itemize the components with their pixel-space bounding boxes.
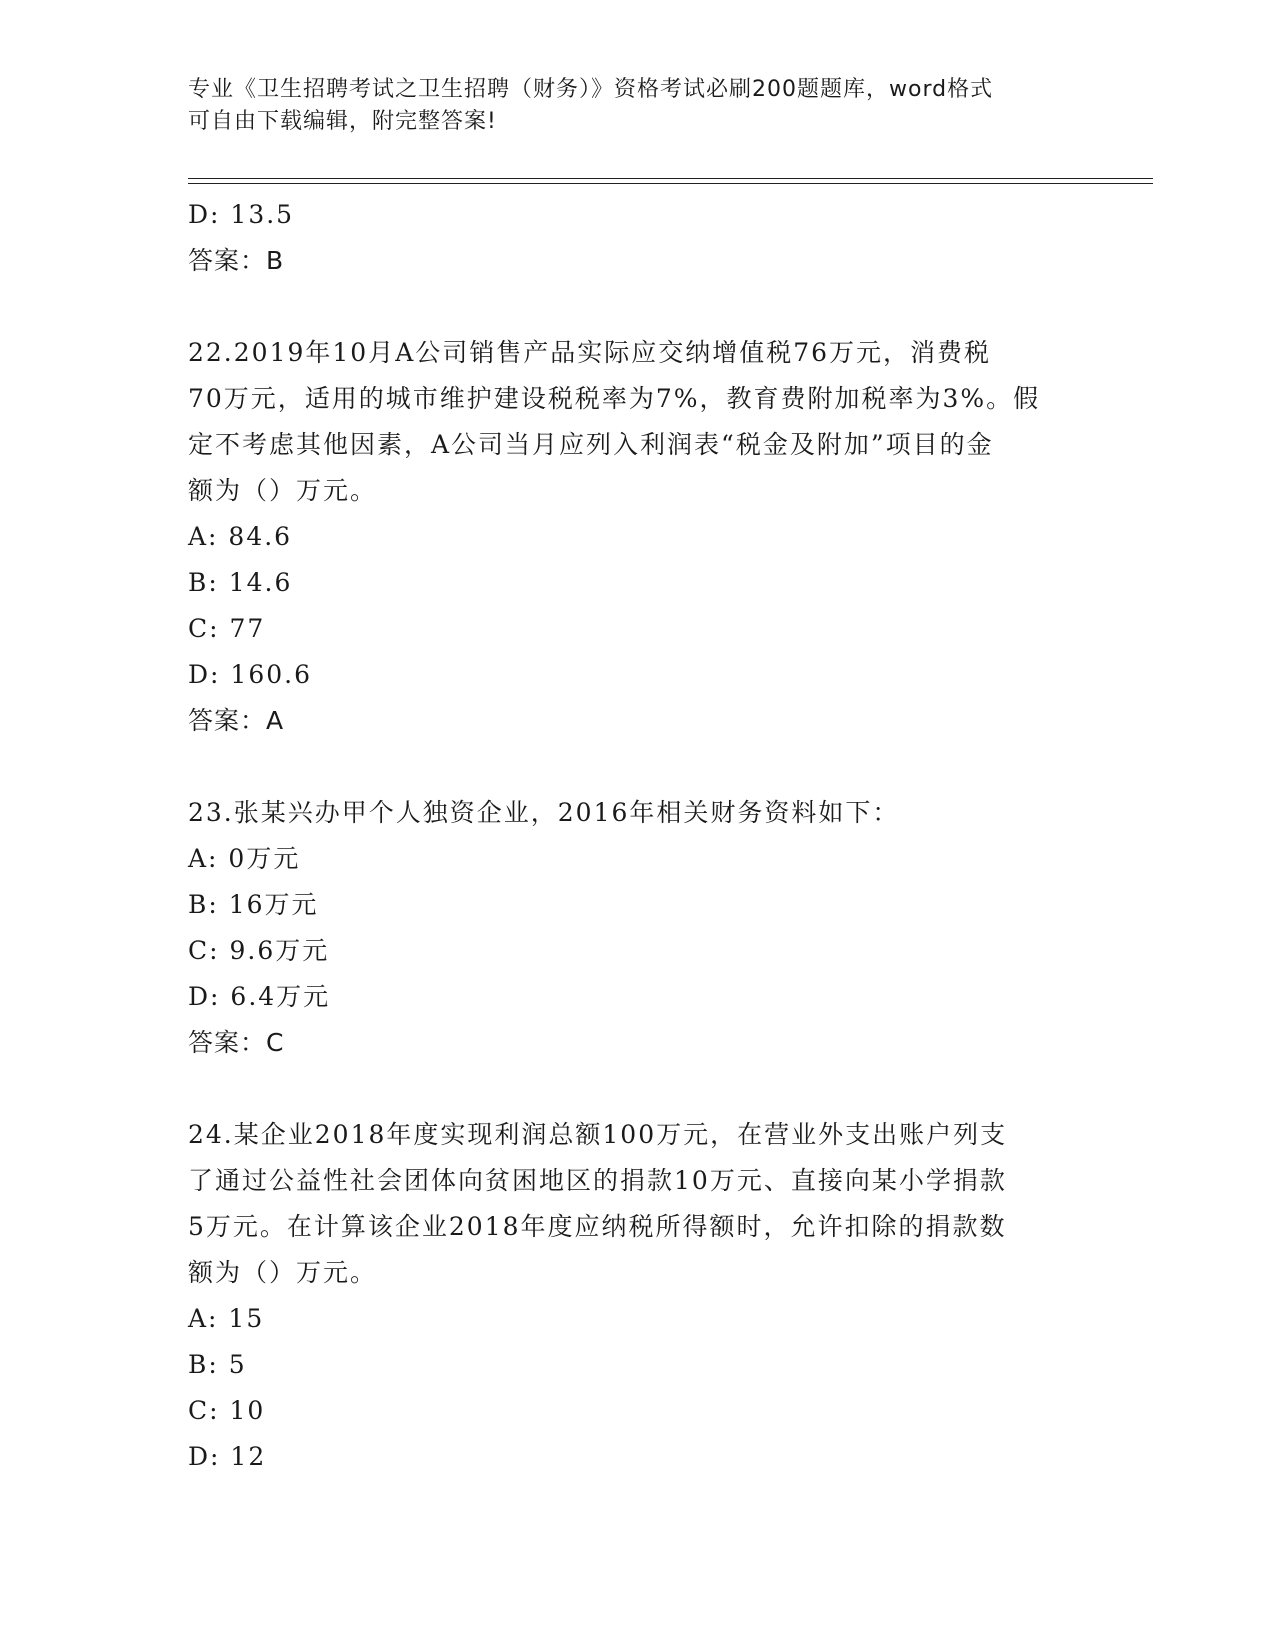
question-stem-line: 24.某企业2018年度实现利润总额100万元，在营业外支出账户列支	[188, 1120, 1008, 1149]
header-rule-bottom	[188, 183, 1153, 184]
prev-answer: 答案：B	[188, 246, 285, 275]
question-24	[188, 1112, 1088, 1480]
spacer	[188, 1066, 1088, 1112]
question-stem-line: 23.张某兴办甲个人独资企业，2016年相关财务资料如下：	[188, 798, 900, 827]
question-22	[188, 330, 1088, 744]
spacer	[188, 744, 1088, 790]
option-d: D: 6.4万元	[188, 982, 331, 1011]
option-c: C: 9.6万元	[188, 936, 330, 965]
document-body	[188, 192, 1088, 1480]
question-stem-line: 额为（）万元。	[188, 1258, 378, 1287]
option-a: A: 15	[188, 1304, 265, 1333]
option-a: A: 84.6	[188, 522, 293, 551]
option-c: C: 77	[188, 614, 266, 643]
question-stem-line: 5万元。在计算该企业2018年度应纳税所得额时，允许扣除的捐款数	[188, 1212, 1007, 1241]
question-stem-line: 定不考虑其他因素，A公司当月应列入利润表“税金及附加”项目的金	[188, 430, 994, 459]
answer: 答案：C	[188, 1028, 285, 1057]
option-d: D: 12	[188, 1442, 267, 1471]
option-d: D: 160.6	[188, 660, 312, 689]
question-23	[188, 790, 1088, 1066]
spacer	[188, 284, 1088, 330]
question-stem-line: 22.2019年10月A公司销售产品实际应交纳增值税76万元，消费税	[188, 338, 992, 367]
question-stem-line: 70万元，适用的城市维护建设税税率为7%，教育费附加税率为3%。假	[188, 384, 1041, 413]
option-c: C: 10	[188, 1396, 266, 1425]
option-b: B: 14.6	[188, 568, 293, 597]
option-a: A: 0万元	[188, 844, 301, 873]
header-rule-top	[188, 178, 1153, 179]
answer: 答案：A	[188, 706, 285, 735]
question-stem-line: 了通过公益性社会团体向贫困地区的捐款10万元、直接向某小学捐款	[188, 1166, 1007, 1195]
header-line-2: 可自由下载编辑，附完整答案!	[188, 109, 497, 134]
option-b: B: 5	[188, 1350, 247, 1379]
document-header	[188, 74, 1068, 138]
header-line-1: 专业《卫生招聘考试之卫生招聘（财务）》资格考试必刷200题题库，word格式	[188, 77, 994, 102]
option-b: B: 16万元	[188, 890, 319, 919]
question-stem-line: 额为（）万元。	[188, 476, 378, 505]
prev-option-d: D: 13.5	[188, 200, 295, 229]
